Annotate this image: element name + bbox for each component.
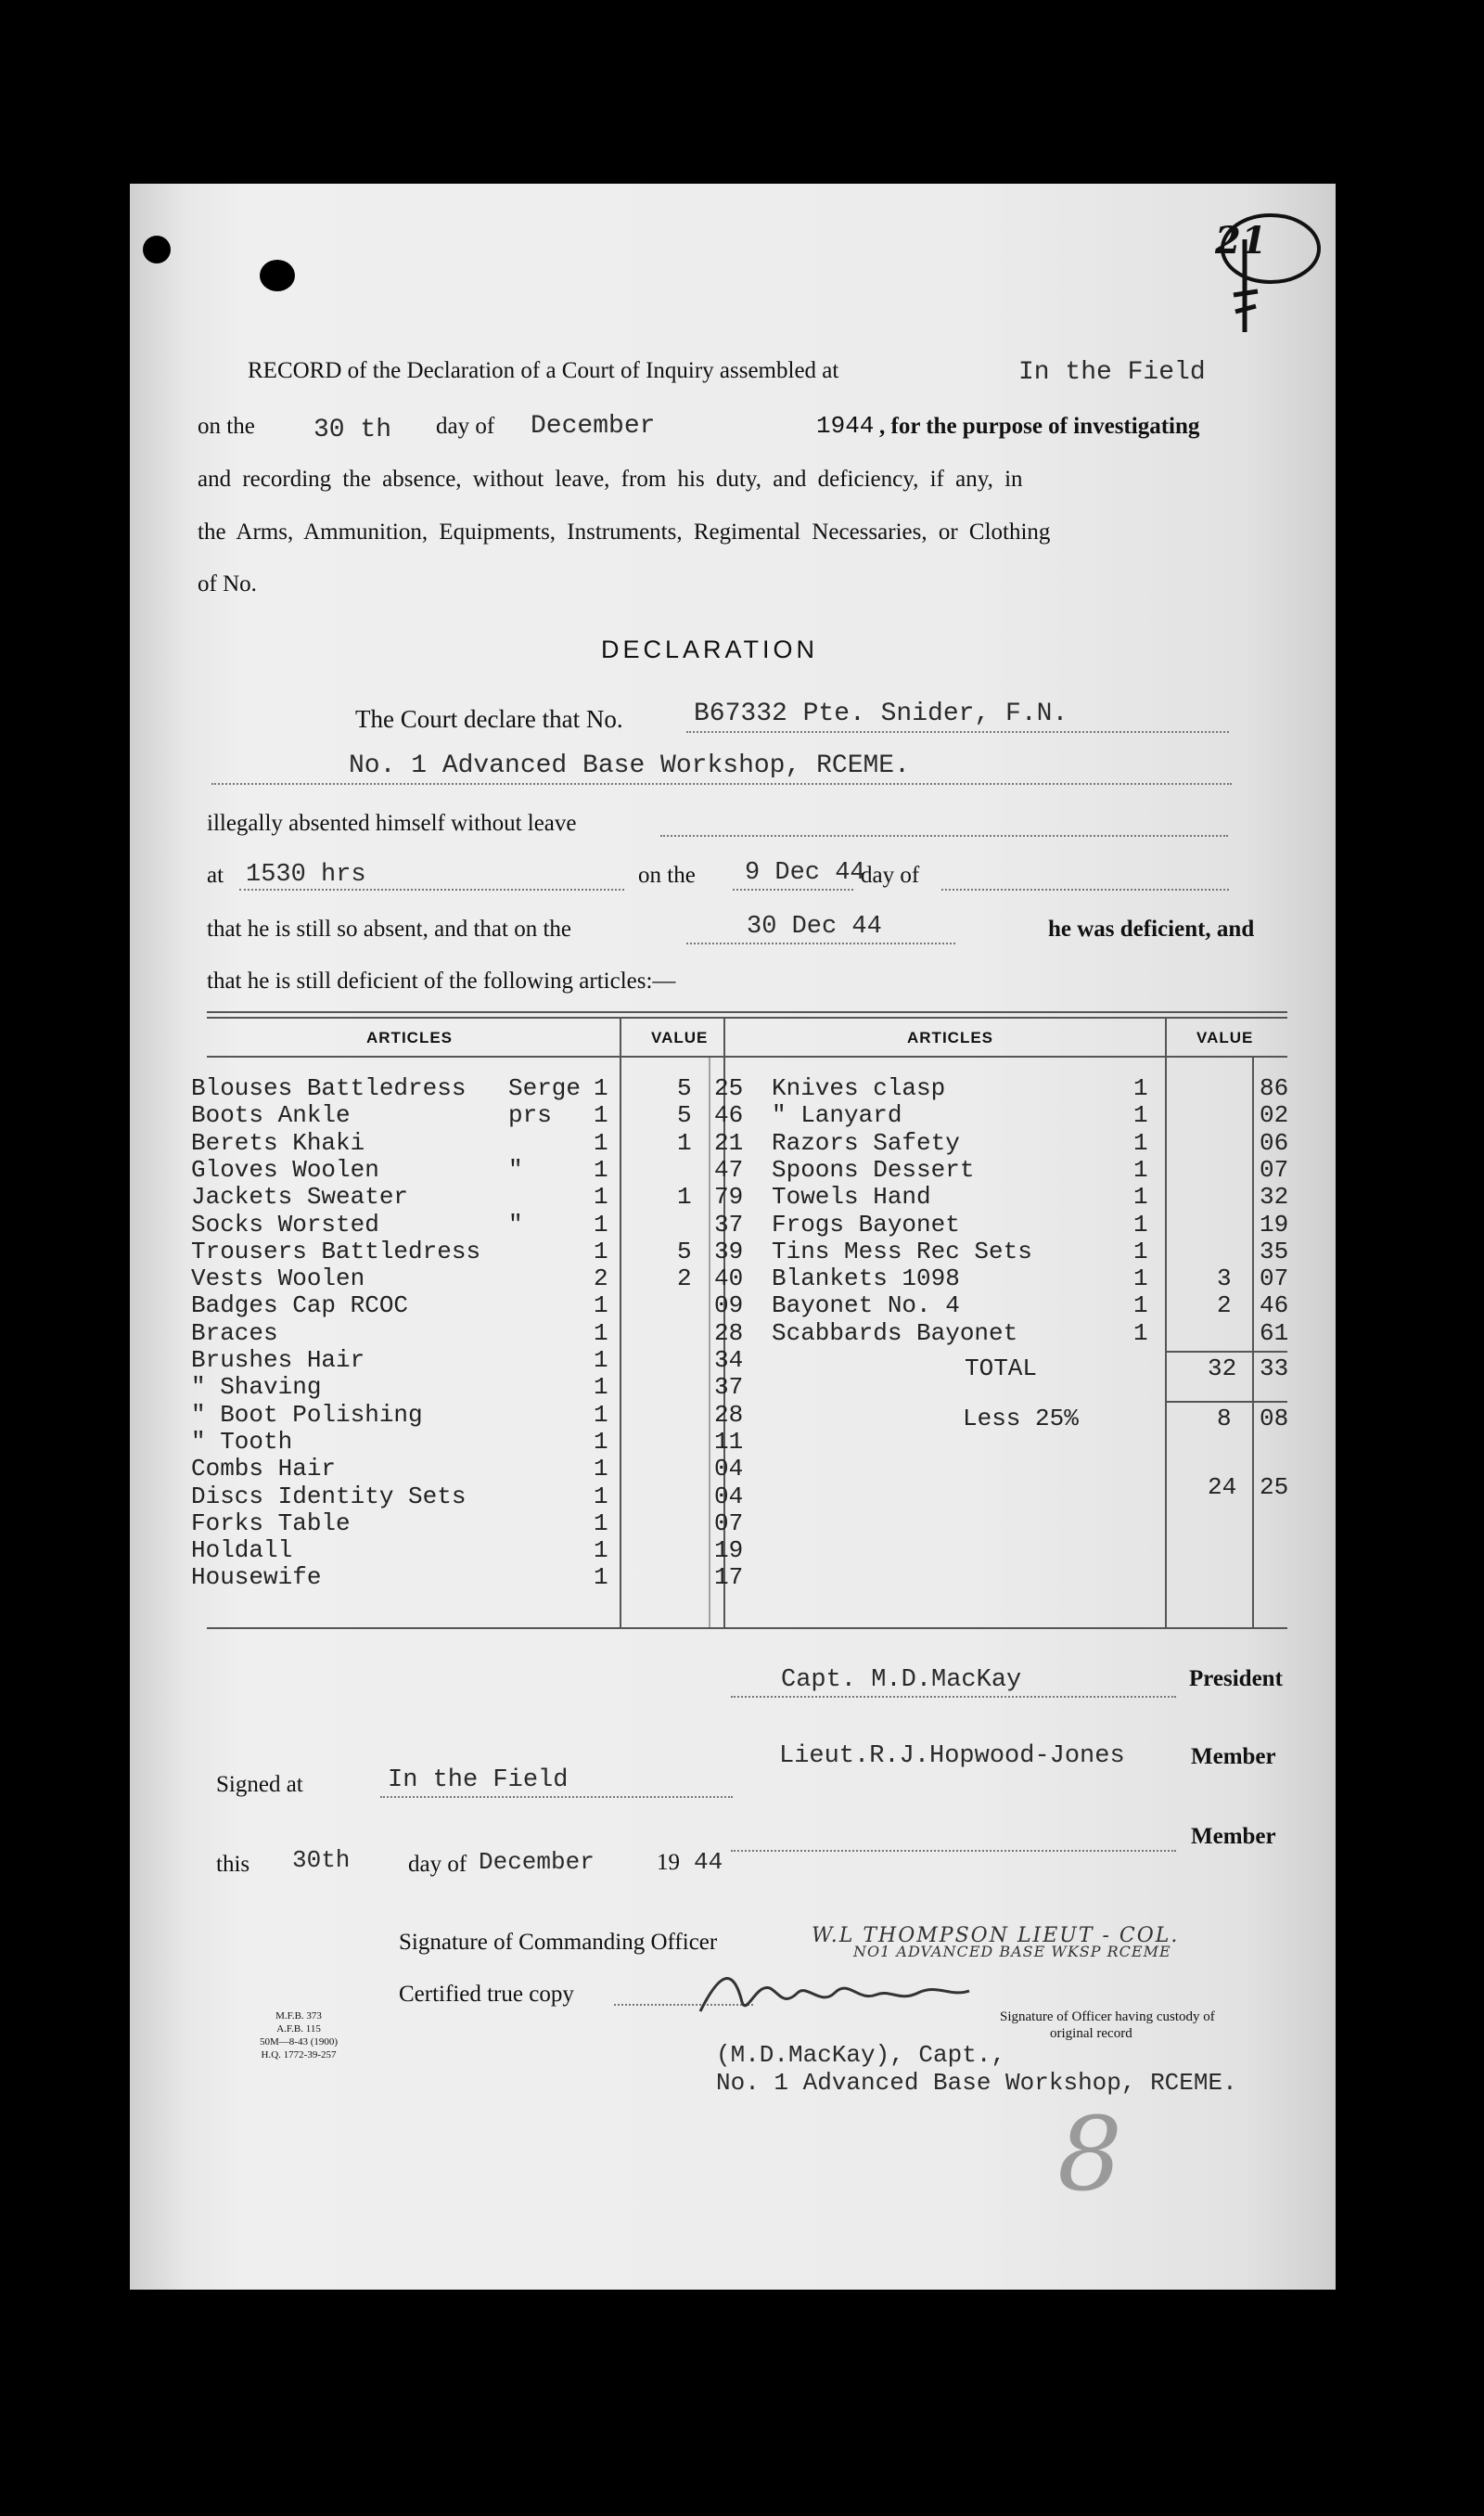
header-line-5: of No. [198, 571, 257, 597]
right-article-cents: 06 [1260, 1128, 1289, 1157]
document-page [130, 184, 1336, 2290]
less-dollars: 8 [1217, 1405, 1232, 1432]
left-article-dollars: 5 [677, 1074, 692, 1102]
net-cents: 25 [1260, 1473, 1289, 1501]
right-article-name: Frogs Bayonet [772, 1210, 960, 1239]
right-article-name: Bayonet No. 4 [772, 1291, 960, 1320]
right-article-cents: 07 [1260, 1264, 1289, 1293]
left-article-qty: 1 [594, 1210, 608, 1239]
right-article-name: Blankets 1098 [772, 1264, 960, 1293]
signed-place: In the Field [388, 1766, 569, 1794]
left-article-cents: 04 [714, 1482, 744, 1510]
custody-note-1: Signature of Officer having custody of [1000, 2009, 1215, 2024]
left-article-dollars: 1 [677, 1128, 692, 1157]
certifier-name: (M.D.MacKay), Capt., [716, 2041, 1006, 2069]
form-reference-line: 50M—8-43 (1900) [260, 2036, 339, 2047]
on-the-label: on the [198, 414, 255, 439]
right-article-qty: 1 [1133, 1155, 1148, 1184]
punch-hole-left [143, 236, 171, 263]
right-article-name: Razors Safety [772, 1128, 960, 1157]
certifier-unit: No. 1 Advanced Base Workshop, RCEME. [716, 2069, 1237, 2097]
left-article-qty: 1 [594, 1373, 608, 1402]
signed-at-label: Signed at [216, 1772, 303, 1797]
left-article-cents: 37 [714, 1210, 744, 1239]
right-article-cents: 61 [1260, 1318, 1289, 1347]
president-label: President [1189, 1666, 1283, 1691]
left-article-cents: 25 [714, 1074, 744, 1102]
corner-number: 21 [1215, 219, 1267, 263]
less-cents: 08 [1260, 1405, 1289, 1432]
certifier-signature [691, 1956, 1006, 2030]
left-article-name: Blouses Battledress [191, 1074, 467, 1102]
member-1-name: Lieut.R.J.Hopwood-Jones [779, 1742, 1125, 1770]
left-article-cents: 34 [714, 1346, 744, 1374]
left-article-qty: 1 [594, 1346, 608, 1374]
right-article-qty: 1 [1133, 1291, 1148, 1320]
left-article-name: " Boot Polishing [191, 1400, 423, 1429]
signed-year-suffix: 44 [694, 1848, 723, 1876]
was-deficient-text: he was deficient, and [1048, 917, 1255, 942]
articles-header-right: ARTICLES [907, 1029, 993, 1046]
right-article-name: Knives clasp [772, 1074, 946, 1102]
right-article-cents: 35 [1260, 1237, 1289, 1265]
left-article-cents: 17 [714, 1563, 744, 1592]
left-article-qty: 1 [594, 1074, 608, 1102]
left-article-qty: 1 [594, 1482, 608, 1510]
signed-month: December [479, 1848, 595, 1876]
left-article-dollars: 1 [677, 1183, 692, 1212]
left-article-name: Badges Cap RCOC [191, 1291, 409, 1320]
president-name: Capt. M.D.MacKay [781, 1666, 1022, 1694]
right-article-qty: 1 [1133, 1237, 1148, 1265]
left-article-name: Boots Ankle [191, 1101, 351, 1130]
absence-time: 1530 hrs [246, 861, 366, 889]
form-reference-line: H.Q. 1772-39-257 [261, 2049, 337, 2060]
less-label: Less 25% [963, 1405, 1079, 1432]
left-article-cents: 39 [714, 1237, 744, 1265]
signed-year-prefix: 19 [657, 1850, 680, 1875]
right-article-qty: 1 [1133, 1183, 1148, 1212]
left-article-unit: prs [508, 1101, 552, 1130]
soldier-unit: No. 1 Advanced Base Workshop, RCEME. [349, 751, 910, 780]
net-dollars: 24 [1208, 1473, 1237, 1501]
left-article-qty: 1 [594, 1128, 608, 1157]
certified-label: Certified true copy [399, 1982, 574, 2007]
co-signature-label: Signature of Commanding Officer [399, 1930, 718, 1955]
form-reference-line: A.F.B. 115 [276, 2023, 321, 2035]
right-article-qty: 1 [1133, 1074, 1148, 1102]
at-label: at [207, 863, 224, 888]
soldier-number-name: B67332 Pte. Snider, F.N. [694, 700, 1068, 728]
court-declare-label: The Court declare that No. [355, 705, 623, 733]
punch-hole [260, 260, 295, 291]
left-article-unit: " [508, 1155, 523, 1184]
left-article-cents: 09 [714, 1291, 744, 1320]
total-dollars: 32 [1208, 1354, 1237, 1382]
absence-date: 9 Dec 44 [745, 859, 865, 887]
intro-text: RECORD of the Declaration of a Court of Inquiry assembled at [248, 358, 839, 383]
left-article-name: Vests Woolen [191, 1264, 365, 1293]
left-article-qty: 1 [594, 1427, 608, 1456]
right-article-cents: 07 [1260, 1155, 1289, 1184]
left-article-qty: 1 [594, 1183, 608, 1212]
left-article-dollars: 5 [677, 1237, 692, 1265]
day-of-label: day of [436, 414, 495, 439]
co-signature-line-1: W.L THOMPSON LIEUT - COL. [812, 1924, 1180, 1947]
right-article-qty: 1 [1133, 1318, 1148, 1347]
left-article-cents: 47 [714, 1155, 744, 1184]
left-article-cents: 21 [714, 1128, 744, 1157]
right-article-qty: 1 [1133, 1264, 1148, 1293]
left-article-dollars: 2 [677, 1264, 692, 1293]
left-article-name: Braces [191, 1318, 278, 1347]
inquiry-year: 1944 [816, 412, 875, 440]
left-article-name: Jackets Sweater [191, 1183, 409, 1212]
value-header-left: VALUE [651, 1029, 709, 1046]
left-article-qty: 1 [594, 1536, 608, 1565]
margin-pencil-mark: 8 [1057, 2095, 1122, 2214]
left-article-name: " Tooth [191, 1427, 293, 1456]
deficient-date: 30 Dec 44 [747, 913, 882, 941]
right-article-dollars: 3 [1217, 1264, 1232, 1293]
left-article-qty: 1 [594, 1563, 608, 1592]
left-article-cents: 19 [714, 1536, 744, 1565]
total-cents: 33 [1260, 1354, 1289, 1382]
form-reference-block [260, 2009, 338, 2061]
left-article-cents: 37 [714, 1373, 744, 1402]
left-article-name: Forks Table [191, 1508, 351, 1537]
left-article-name: Socks Worsted [191, 1210, 379, 1239]
left-article-unit: Serge [508, 1074, 582, 1102]
right-article-name: " Lanyard [772, 1101, 902, 1130]
left-article-cents: 04 [714, 1455, 744, 1483]
right-article-qty: 1 [1133, 1128, 1148, 1157]
member-2-label: Member [1191, 1824, 1276, 1849]
left-article-qty: 1 [594, 1400, 608, 1429]
left-article-cents: 28 [714, 1400, 744, 1429]
declaration-heading: DECLARATION [601, 635, 819, 663]
right-article-qty: 1 [1133, 1210, 1148, 1239]
right-article-name: Towels Hand [772, 1183, 931, 1212]
left-article-name: Gloves Woolen [191, 1155, 379, 1184]
left-article-qty: 2 [594, 1264, 608, 1293]
left-article-name: Berets Khaki [191, 1128, 365, 1157]
right-article-cents: 86 [1260, 1074, 1289, 1102]
left-article-qty: 1 [594, 1291, 608, 1320]
left-article-name: Holdall [191, 1536, 293, 1565]
left-article-name: Discs Identity Sets [191, 1482, 467, 1510]
total-label: TOTAL [965, 1354, 1038, 1382]
left-article-name: Trousers Battledress [191, 1237, 481, 1265]
left-article-cents: 11 [714, 1427, 744, 1456]
left-article-qty: 1 [594, 1101, 608, 1130]
co-signature-line-2: NO1 ADVANCED BASE WKSP RCEME [853, 1943, 1171, 1960]
signed-day: 30th [292, 1846, 351, 1874]
left-article-cents: 79 [714, 1183, 744, 1212]
custody-note-2: original record [1050, 2026, 1132, 2041]
right-article-name: Tins Mess Rec Sets [772, 1237, 1032, 1265]
right-article-cents: 46 [1260, 1291, 1289, 1320]
left-article-name: Housewife [191, 1563, 322, 1592]
right-article-cents: 02 [1260, 1101, 1289, 1130]
left-article-qty: 1 [594, 1508, 608, 1537]
articles-header-left: ARTICLES [366, 1029, 453, 1046]
inquiry-day: 30 th [313, 416, 392, 444]
left-article-cents: 46 [714, 1101, 744, 1130]
day-of-label-2: day of [861, 863, 920, 888]
left-article-unit: " [508, 1210, 523, 1239]
form-reference-line: M.F.B. 373 [275, 2010, 322, 2022]
member-1-label: Member [1191, 1744, 1276, 1769]
inquiry-month: December [531, 412, 656, 441]
left-article-dollars: 5 [677, 1101, 692, 1130]
left-article-cents: 40 [714, 1264, 744, 1293]
left-article-qty: 1 [594, 1455, 608, 1483]
right-article-cents: 19 [1260, 1210, 1289, 1239]
still-deficient-text: that he is still deficient of the following articles:— [207, 969, 676, 994]
left-article-cents: 07 [714, 1508, 744, 1537]
left-article-name: Brushes Hair [191, 1346, 365, 1374]
left-article-name: Combs Hair [191, 1455, 337, 1483]
left-article-qty: 1 [594, 1237, 608, 1265]
purpose-text: , for the purpose of investigating [879, 414, 1200, 439]
value-header-right: VALUE [1196, 1029, 1254, 1046]
right-article-cents: 32 [1260, 1183, 1289, 1212]
left-article-name: " Shaving [191, 1373, 322, 1402]
left-article-qty: 1 [594, 1155, 608, 1184]
right-article-qty: 1 [1133, 1101, 1148, 1130]
left-article-cents: 28 [714, 1318, 744, 1347]
right-article-dollars: 2 [1217, 1291, 1232, 1320]
on-the-label-2: on the [638, 863, 696, 888]
absented-text: illegally absented himself without leave [207, 811, 577, 836]
header-line-4: the Arms, Ammunition, Equipments, Instruments, Regimental Necessaries, or Clothing [198, 520, 1051, 545]
right-article-name: Scabbards Bayonet [772, 1318, 1018, 1347]
left-article-qty: 1 [594, 1318, 608, 1347]
right-article-name: Spoons Dessert [772, 1155, 975, 1184]
header-line-3: and recording the absence, without leave, from his duty, and deficiency, if any, in [198, 467, 1023, 492]
day-of-label-3: day of [408, 1852, 467, 1877]
assembly-place: In the Field [1018, 358, 1206, 387]
still-absent-text: that he is still so absent, and that on the [207, 917, 571, 942]
this-label: this [216, 1852, 250, 1877]
